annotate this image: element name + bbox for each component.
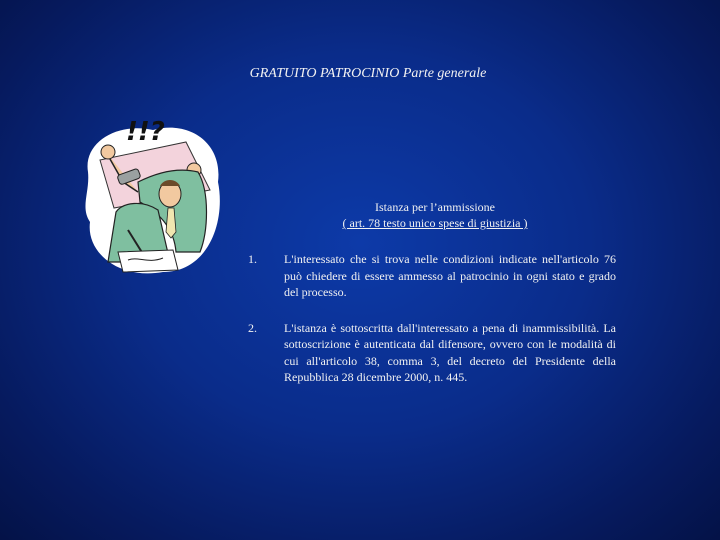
list-item-number: 1. xyxy=(248,252,257,266)
list-item xyxy=(248,251,616,301)
list-item xyxy=(248,320,616,386)
numbered-list xyxy=(248,251,616,405)
heading-block xyxy=(300,199,570,231)
list-item-text: L'istanza è sottoscritta dall'interessato a pena di inammissibilità. La sottoscrizione è autenticata dal difensore, ovvero con le modalità di cui all'articolo 38, comma 3, del decreto del Presidente della Repubblica 28 dicembre 2000, n. 445. xyxy=(284,320,616,384)
list-item-number: 2. xyxy=(248,320,257,335)
list-item-text: L'interessato che si trova nelle condizioni indicate nell'articolo 76 può chiedere di essere ammesso al patrocinio in ogni stato e grado del processo. xyxy=(284,252,616,299)
heading-subtitle-link[interactable]: ( art. 78 testo unico spese di giustizia ) xyxy=(342,216,528,230)
heading-title: Istanza per l’ammissione xyxy=(375,200,495,214)
exclamation-mark: !!? xyxy=(126,117,165,147)
frustrated-man-clipart-icon xyxy=(78,112,228,282)
slide-title: GRATUITO PATROCINIO Parte generale xyxy=(249,66,487,81)
